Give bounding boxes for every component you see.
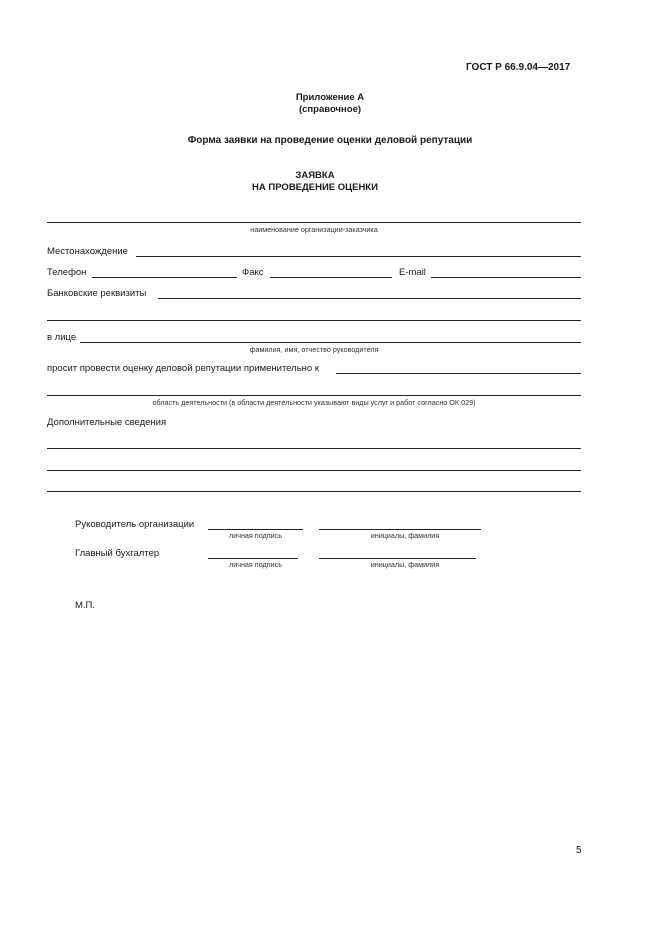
phone-label: Телефон bbox=[47, 267, 87, 278]
appendix-title: Приложение А bbox=[295, 92, 365, 103]
additional-field-1[interactable] bbox=[47, 448, 581, 449]
phone-field[interactable] bbox=[92, 277, 237, 278]
org-name-line[interactable] bbox=[47, 222, 581, 223]
fax-field[interactable] bbox=[270, 277, 392, 278]
application-title-line2: НА ПРОВЕДЕНИЕ ОЦЕНКИ bbox=[252, 182, 378, 193]
additional-field-3[interactable] bbox=[47, 491, 581, 492]
additional-label: Дополнительные сведения bbox=[47, 417, 167, 428]
in-person-field[interactable] bbox=[80, 342, 581, 343]
standard-number: ГОСТ Р 66.9.04—2017 bbox=[466, 62, 571, 73]
stamp-label: М.П. bbox=[75, 600, 96, 611]
fax-label: Факс bbox=[242, 267, 264, 278]
head-signature-field[interactable] bbox=[208, 529, 303, 530]
accountant-initials-caption: инициалы, фамилия bbox=[370, 560, 440, 569]
application-title-line1: ЗАЯВКА bbox=[295, 170, 335, 181]
activity-field[interactable] bbox=[47, 395, 581, 396]
accountant-initials-field[interactable] bbox=[319, 558, 476, 559]
request-label: просит провести оценку деловой репутации применительно к bbox=[47, 363, 319, 374]
email-label: E-mail bbox=[399, 267, 426, 278]
name-caption: фамилия, имя, отчество руководителя bbox=[249, 345, 379, 354]
email-field[interactable] bbox=[431, 277, 581, 278]
activity-caption: область деятельности (в области деятельности указывают виды услуг и работ согласно ОК 029) bbox=[152, 398, 476, 407]
org-name-caption: наименование организации-заказчика bbox=[250, 225, 378, 234]
accountant-label: Главный бухгалтер bbox=[75, 548, 160, 559]
head-initials-caption: инициалы, фамилия bbox=[370, 531, 440, 540]
bank-field-continued[interactable] bbox=[47, 320, 581, 321]
additional-field-2[interactable] bbox=[47, 470, 581, 471]
accountant-signature-caption: личная подпись bbox=[229, 560, 282, 569]
page-number: 5 bbox=[576, 845, 582, 856]
head-label: Руководитель организации bbox=[75, 519, 195, 530]
location-label: Местонахождение bbox=[47, 246, 128, 257]
accountant-signature-field[interactable] bbox=[208, 558, 298, 559]
form-title: Форма заявки на проведение оценки деловой репутации bbox=[187, 135, 473, 146]
request-field[interactable] bbox=[336, 373, 581, 374]
appendix-note: (справочное) bbox=[298, 104, 362, 115]
bank-label: Банковские реквизиты bbox=[47, 288, 147, 299]
in-person-label: в лице bbox=[47, 332, 77, 343]
head-initials-field[interactable] bbox=[319, 529, 481, 530]
location-field[interactable] bbox=[136, 256, 581, 257]
bank-field[interactable] bbox=[158, 298, 581, 299]
head-signature-caption: личная подпись bbox=[229, 531, 282, 540]
